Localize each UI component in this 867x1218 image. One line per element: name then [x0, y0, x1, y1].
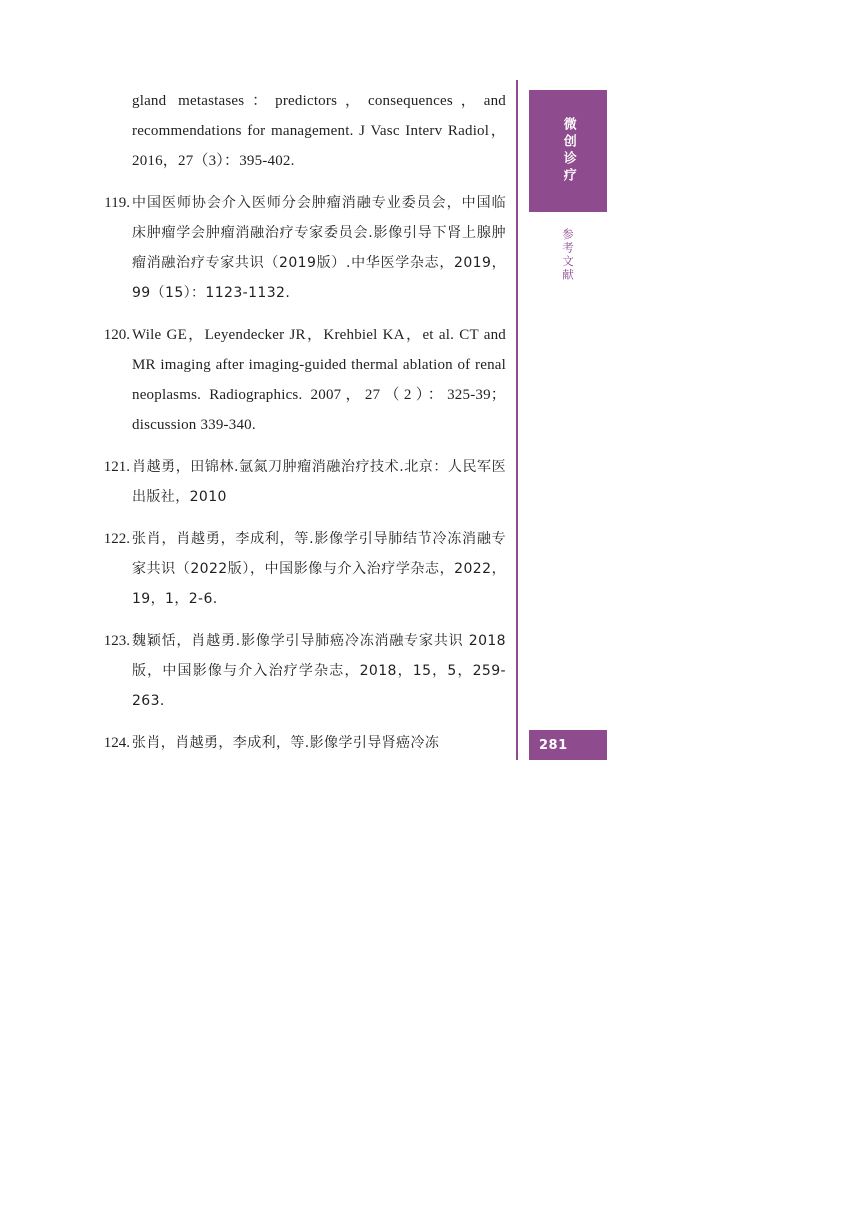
- list-item: [96, 188, 506, 308]
- reference-text: 魏颖恬，肖越勇.影像学引导肺癌冷冻消融专家共识 2018 版，中国影像与介入治疗学杂志，2018，15，5，259-263.: [132, 633, 506, 709]
- reference-text: 张肖，肖越勇，李成利，等.影像学引导肾癌冷冻: [132, 735, 440, 751]
- reference-number: 119.: [104, 195, 130, 211]
- reference-text: 张肖，肖越勇，李成利，等.影像学引导肺结节冷冻消融专家共识（2022版），中国影像与介入治疗学杂志，2022，19，1，2-6.: [132, 531, 506, 607]
- section-tab-sub-label: 参考文献: [561, 228, 576, 282]
- reference-text: gland metastases：predictors，consequences，and recommendations for management. J Vasc Interv Radiol，2016，27（3）：395-402.: [132, 93, 506, 169]
- page-number-label: 281: [539, 737, 568, 753]
- reference-text: 肖越勇，田锦林.氩氮刀肿瘤消融治疗技术.北京：人民军医出版社，2010: [132, 459, 506, 505]
- reference-number: 121.: [103, 459, 130, 475]
- reference-text: Wile GE，Leyendecker JR，Krehbiel KA，et al. CT and MR imaging after imaging-guided thermal ablation of renal neoplasms. Radiographics. 2007，27（2）：325-39；discussion 339-340.: [132, 327, 506, 433]
- list-item: [96, 626, 506, 716]
- reference-list: [96, 86, 506, 770]
- reference-number: 122.: [103, 531, 130, 547]
- section-tab-main-label: 微创诊疗: [560, 117, 576, 185]
- reference-number: 123.: [103, 633, 130, 649]
- section-tab-main: [529, 90, 607, 212]
- list-item: [96, 452, 506, 512]
- section-tab-sub: [529, 228, 607, 338]
- reference-number: 124.: [103, 735, 130, 751]
- list-item: [96, 728, 506, 758]
- list-item: [96, 320, 506, 440]
- page-number-badge: [529, 730, 607, 760]
- list-item: [96, 86, 506, 176]
- reference-text: 中国医师协会介入医师分会肿瘤消融专业委员会，中国临床肿瘤学会肿瘤消融治疗专家委员会.影像引导下肾上腺肿瘤消融治疗专家共识（2019版）.中华医学杂志，2019，99（15）：1123-1132.: [132, 195, 506, 301]
- list-item: [96, 524, 506, 614]
- reference-number: 120.: [103, 327, 130, 343]
- column-divider-rule: [516, 80, 518, 760]
